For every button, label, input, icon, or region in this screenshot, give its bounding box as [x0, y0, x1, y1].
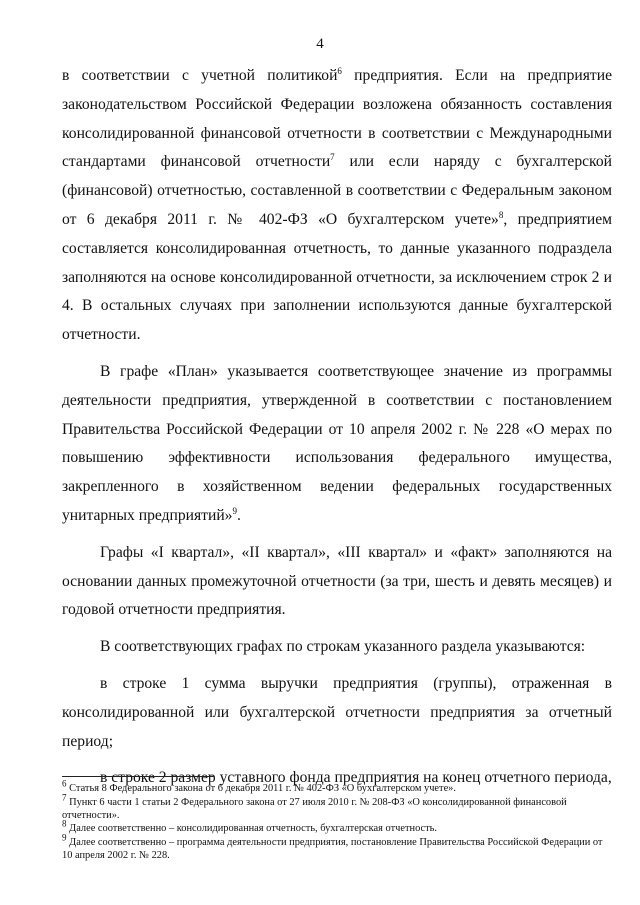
page-number: 4: [316, 36, 324, 52]
text-segment: , предприятием составляется консолидированная отчетность, то данные указанного подраздела заполняются на основе консолидированной отчетности, за исключением строк 2 и 4. В остальных случаях при заполнении используются данные бухгалтерской отчетности.: [62, 210, 612, 344]
footnote: [62, 832, 614, 863]
footnote: [62, 818, 614, 836]
footnote-text: Далее соответственно – консолидированная отчетность, бухгалтерская отчетность.: [69, 823, 438, 835]
footnote-separator: [62, 776, 214, 777]
footnote-reference: 7: [330, 152, 335, 163]
paragraph: [62, 670, 612, 756]
footnote-mark: 8: [62, 818, 67, 829]
footnote-text: Пункт 6 части 1 статьи 2 Федерального закона от 27 июля 2010 г. № 208-ФЗ «О консолидированной финансовой отчетности».: [62, 796, 567, 821]
text-segment: Графы «I квартал», «II квартал», «III квартал» и «факт» заполняются на основании данных промежуточной отчетности (за три, шесть и девять месяцев) и годовой отчетности предприятия.: [62, 543, 612, 619]
paragraph: [62, 539, 612, 625]
text-segment: В соответствующих графах по строкам указанного раздела указываются:: [100, 638, 586, 656]
text-segment: предприятия. Если на предприятие законодательством Российской Федерации возложена обязанность составления консолидированной финансовой отчетности в соответствии с Международными стандартами финансовой отчетности: [62, 67, 612, 171]
footnote-text: Далее соответственно – программа деятельности предприятия, постановление Правительства Российской Федерации от 10 апреля 2002 г. № 228.: [62, 837, 603, 861]
footnote-mark: 9: [62, 832, 67, 843]
paragraph: [62, 358, 612, 531]
paragraph: [62, 633, 612, 662]
text-segment: в строке 2 размер уставного фонда предприятия на конец отчетного периода,: [100, 769, 612, 787]
text-segment: В графе «План» указывается соответствующее значение из программы деятельности предприятия, утвержденной в соответствии с постановлением Правительства Российской Федерации от 10 апреля 2002 г. № 228 «О мерах по повышению эффективности использования федерального имущества, закрепленного в хозяйственном ведении федеральных государственных унитарных предприятий»: [62, 362, 612, 524]
text-segment: в соответствии с учетной политикой: [62, 67, 338, 84]
text-segment: .: [236, 506, 241, 524]
body-text: [62, 62, 612, 793]
paragraph: [62, 62, 612, 350]
footnote-mark: 6: [62, 778, 67, 789]
text-segment: в строке 1 сумма выручки предприятия (группы), отраженная в консолидированной или бухгалтерской отчетности предприятия за отчетный период;: [62, 674, 612, 750]
footnote-reference: 6: [337, 65, 342, 76]
footnote-reference: 9: [232, 505, 237, 516]
footnote-reference: 8: [498, 209, 504, 220]
footnote-mark: 7: [62, 792, 67, 803]
footnote: [62, 792, 614, 823]
footnote-text: Статья 8 Федерального закона от 6 декабря 2011 г. № 402-ФЗ «О бухгалтерском учете».: [69, 783, 456, 794]
text-segment: или если наряду с бухгалтерской (финансовой) отчетностью, составленной в соответствии с Федеральным законом от 6 декабря 2011 г. № 402-ФЗ «О бухгалтерском учете»: [62, 153, 612, 228]
